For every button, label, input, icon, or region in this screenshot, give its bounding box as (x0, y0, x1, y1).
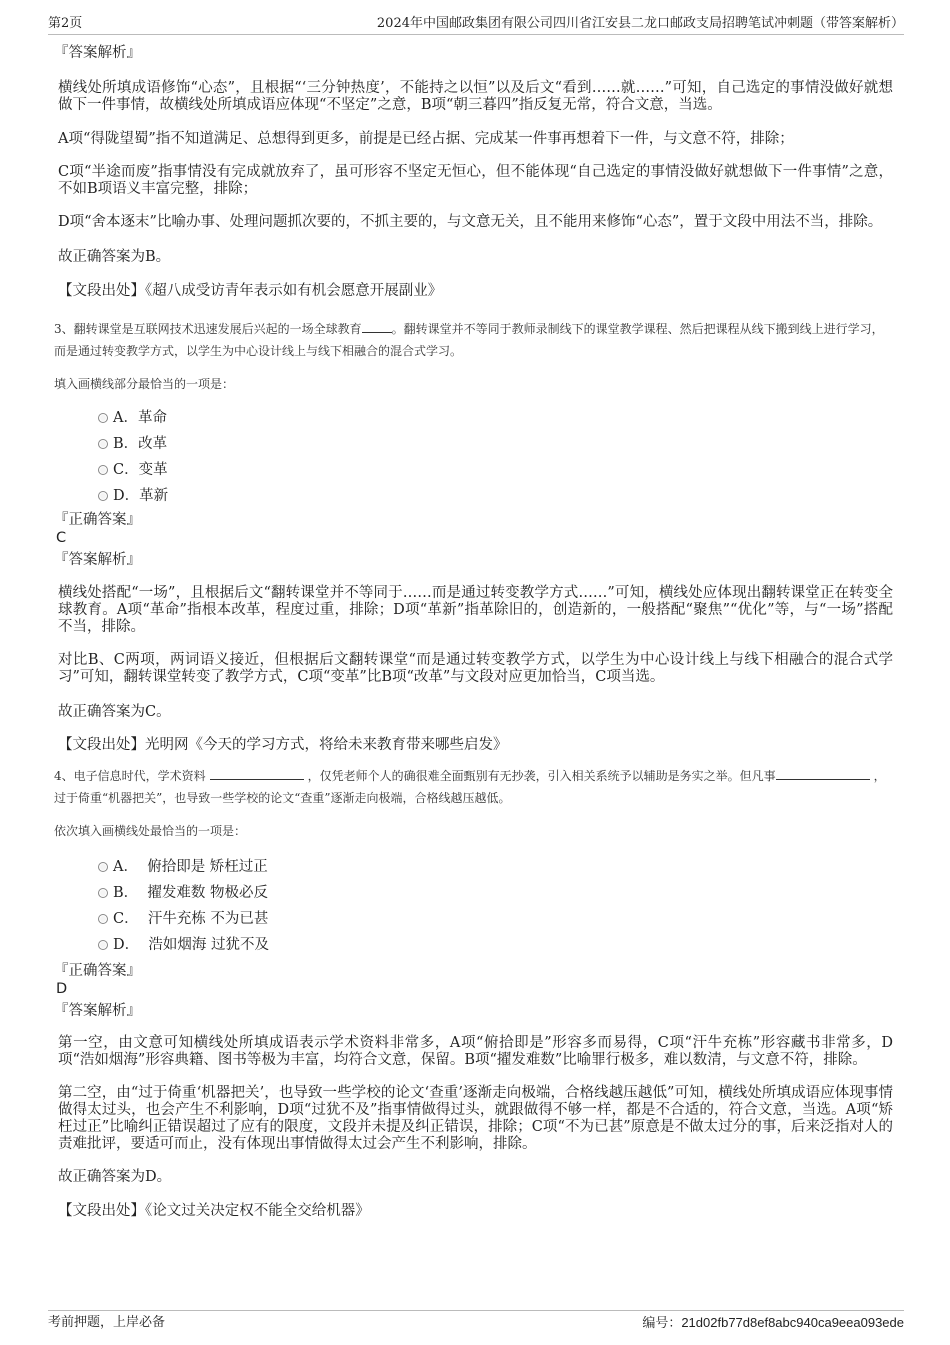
question-4-text: 4、电子信息时代，学术资料 ，仅凭老师个人的确很难全面甄别有无抄袭，引入相关系统予以辅助是务实之举。但凡事 ，过于倚重“机器把关”，也导致一些学校的论文“查重”逐渐走向极端，合格线越压越低。 (54, 769, 886, 805)
option-a[interactable]: A．革命 (58, 405, 893, 431)
document-code-value: 21d02fb77d8ef8abc940ca9eea093ede (681, 1315, 904, 1330)
correct-answer-label: 『正确答案』 (54, 512, 141, 528)
option-d[interactable]: D．革新 (58, 483, 893, 509)
page-content (54, 44, 893, 1220)
radio-button[interactable] (98, 914, 108, 924)
question-4-prompt: 依次填入画横线处最恰当的一项是： (54, 824, 247, 838)
answer-blank (362, 322, 392, 333)
analysis-paragraph: D项“舍本逐末”比喻办事、处理问题抓次要的，不抓主要的，与文意无关，且不能用来修饰“心态”，置于文段中用法不当，排除。 (58, 214, 883, 230)
source-label: 【文段出处】 (58, 283, 145, 299)
radio-button[interactable] (98, 862, 108, 872)
source-text: 《超八成受访青年表示如有机会愿意开展副业》 (145, 283, 443, 299)
answer-blank (776, 769, 870, 780)
radio-button[interactable] (98, 465, 108, 475)
option-b[interactable]: B．改革 (58, 431, 893, 457)
page-number: 第2页 (48, 16, 83, 31)
question-3-options (58, 405, 893, 509)
source-line (58, 736, 893, 754)
analysis-label: 『答案解析』 (54, 1003, 141, 1019)
analysis-paragraph: A项“得陇望蜀”指不知道满足、总想得到更多，前提是已经占据、完成某一件事再想着下一件，与文意不符，排除； (58, 131, 794, 147)
radio-button[interactable] (98, 413, 108, 423)
option-a[interactable]: A． 俯拾即是 矫枉过正 (58, 854, 893, 880)
question-3-text: 3、翻转课堂是互联网技术迅速发展后兴起的一场全球教育 。翻转课堂并不等同于教师录制线下的课堂教学课程、然后把课程从线下搬到线上进行学习，而是通过转变教学方式，以学生为中心设计线上与线下相融合的混合式学习。 (54, 322, 884, 358)
analysis-paragraph: 横线处搭配“一场”，且根据后文“翻转课堂并不等同于……而是通过转变教学方式……”可知，横线处应体现出翻转课堂正在转变全球教育。A项“革命”指根本改革，程度过重，排除；D项“革新”指革除旧的，创造新的，一般搭配“聚焦”“优化”等，与“一场”搭配不当，排除。 (58, 585, 893, 635)
question-3-prompt: 填入画横线部分最恰当的一项是： (54, 377, 235, 391)
source-label: 【文段出处】 (58, 737, 145, 753)
analysis-paragraph: 横线处所填成语修饰“心态”，且根据“‘三分钟热度’，不能持之以恒”以及后文“看到……就……”可知，自己选定的事情没做好就想做下一件事情，故横线处所填成语应体现“不坚定”之意，B项“朝三暮四”指反复无常，符合文意，当选。 (58, 80, 893, 113)
radio-button[interactable] (98, 888, 108, 898)
option-c[interactable]: C． 汗牛充栋 不为已甚 (58, 906, 893, 932)
radio-button[interactable] (98, 940, 108, 950)
conclusion: 故正确答案为C。 (58, 704, 171, 720)
option-b[interactable]: B． 擢发难数 物极必反 (58, 880, 893, 906)
source-label: 【文段出处】 (58, 1203, 145, 1219)
source-line (58, 1202, 893, 1220)
correct-answer: D (56, 981, 68, 997)
analysis-paragraph: 第一空，由文意可知横线处所填成语表示学术资料非常多，A项“俯拾即是”形容多而易得，C项“汗牛充栋”形容藏书非常多，D项“浩如烟海”形容典籍、图书等极为丰富，均符合文意，保留。B项“擢发难数”比喻罪行极多，难以数清，与文意不符，排除。 (58, 1035, 893, 1068)
radio-button[interactable] (98, 491, 108, 501)
source-line (58, 282, 893, 300)
source-text: 光明网《今天的学习方式，将给未来教育带来哪些启发》 (145, 737, 508, 753)
analysis-paragraph: 对比B、C两项，两词语义接近，但根据后文翻转课堂“而是通过转变教学方式，以学生为中心设计线上与线下相融合的混合式学习”可知，翻转课堂转变了教学方式，C项“变革”比B项“改革”与文段对应更加恰当，C项当选。 (58, 652, 893, 685)
analysis-label: 『答案解析』 (54, 552, 141, 568)
correct-answer: C (56, 530, 67, 546)
question-4-options (58, 854, 893, 958)
analysis-paragraph: 第二空，由“过于倚重‘机器把关’，也导致一些学校的论文‘查重’逐渐走向极端，合格线越压越低”可知，横线处所填成语应体现事情做得太过头，也会产生不利影响，D项“过犹不及”指事情做得过头，就跟做得不够一样，都是不合适的，符合文意，当选。A项“矫枉过正”比喻纠正错误超过了应有的限度，文段并未提及纠正错误，排除；C项“不为已甚”原意是不做太过分的事，后来泛指对人的责难批评，要适可而止，没有体现出事情做得太过会产生不利影响，排除。 (58, 1085, 893, 1152)
conclusion: 故正确答案为D。 (58, 1169, 172, 1185)
radio-button[interactable] (98, 439, 108, 449)
correct-answer-label: 『正确答案』 (54, 963, 141, 979)
page-footer (48, 1310, 904, 1335)
answer-blank (210, 769, 304, 780)
option-c[interactable]: C．变革 (58, 457, 893, 483)
footer-slogan: 考前押题，上岸必备 (48, 1315, 166, 1330)
analysis-paragraph: C项“半途而废”指事情没有完成就放弃了，虽可形容不坚定无恒心，但不能体现“自己选定的事情没做好就想做下一件事情”之意，不如B项语义丰富完整，排除； (58, 164, 893, 197)
analysis-label: 『答案解析』 (54, 45, 141, 61)
document-title: 2024年中国邮政集团有限公司四川省江安县二龙口邮政支局招聘笔试冲刺题（带答案解析） (376, 16, 904, 31)
conclusion: 故正确答案为B。 (58, 249, 171, 265)
option-d[interactable]: D． 浩如烟海 过犹不及 (58, 932, 893, 958)
page-header (48, 16, 904, 35)
document-code: 编号：21d02fb77d8ef8abc940ca9eea093ede (642, 1315, 904, 1331)
source-text: 《论文过关决定权不能全交给机器》 (145, 1203, 370, 1219)
